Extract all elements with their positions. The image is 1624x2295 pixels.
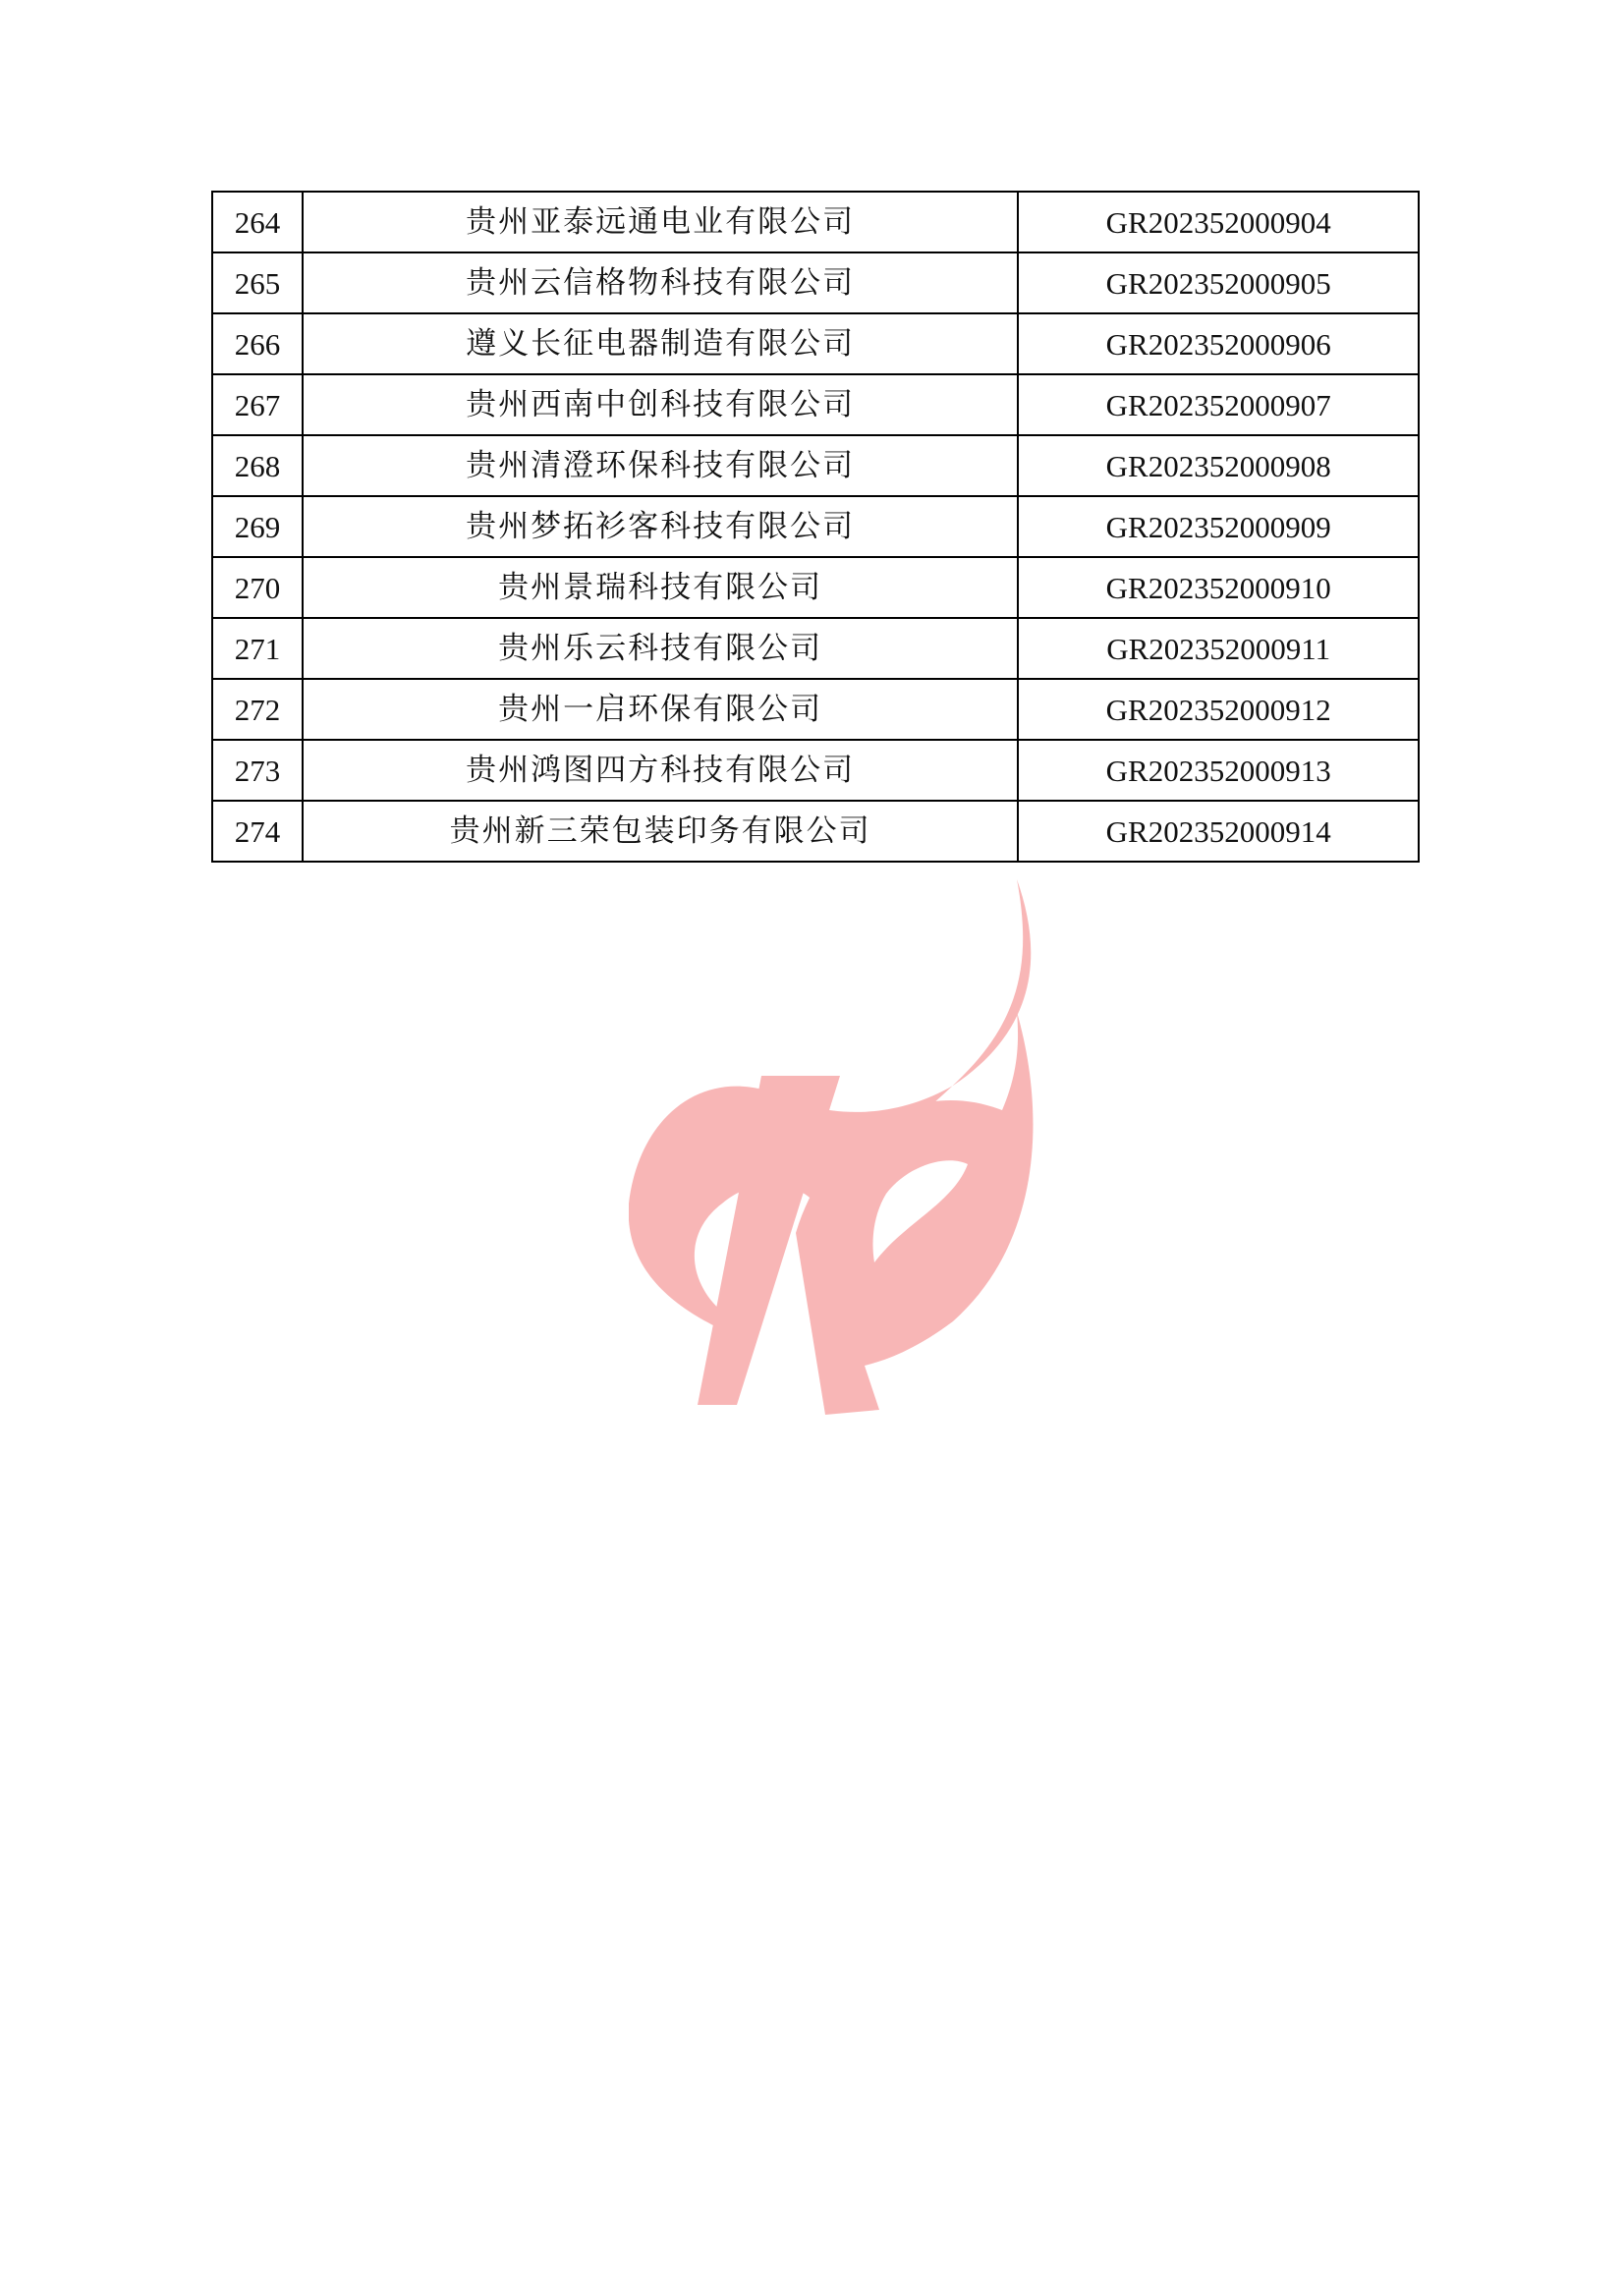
certificate-code: GR202352000904	[1018, 192, 1419, 252]
row-number: 273	[212, 740, 303, 801]
company-name: 遵义长征电器制造有限公司	[303, 313, 1018, 374]
row-number: 270	[212, 557, 303, 618]
company-name: 贵州景瑞科技有限公司	[303, 557, 1018, 618]
table-row	[212, 496, 1419, 557]
company-name: 贵州乐云科技有限公司	[303, 618, 1018, 679]
table-row	[212, 435, 1419, 496]
certificate-code: GR202352000914	[1018, 801, 1419, 862]
certificate-code: GR202352000908	[1018, 435, 1419, 496]
table-row	[212, 252, 1419, 313]
ctp-flame-logo-icon	[629, 879, 1061, 1429]
company-name: 贵州西南中创科技有限公司	[303, 374, 1018, 435]
logo-right-flame	[796, 1012, 1033, 1415]
company-name: 贵州一启环保有限公司	[303, 679, 1018, 740]
certificate-code: GR202352000912	[1018, 679, 1419, 740]
certificate-code: GR202352000909	[1018, 496, 1419, 557]
company-name: 贵州亚泰远通电业有限公司	[303, 192, 1018, 252]
row-number: 264	[212, 192, 303, 252]
certificate-code: GR202352000906	[1018, 313, 1419, 374]
certificate-code: GR202352000907	[1018, 374, 1419, 435]
company-name: 贵州新三荣包装印务有限公司	[303, 801, 1018, 862]
row-number: 266	[212, 313, 303, 374]
certificate-code: GR202352000911	[1018, 618, 1419, 679]
table-row	[212, 679, 1419, 740]
certificate-code: GR202352000913	[1018, 740, 1419, 801]
company-name: 贵州云信格物科技有限公司	[303, 252, 1018, 313]
row-number: 268	[212, 435, 303, 496]
table-body	[212, 192, 1419, 862]
row-number: 267	[212, 374, 303, 435]
table-row	[212, 740, 1419, 801]
row-number: 272	[212, 679, 303, 740]
company-name: 贵州鸿图四方科技有限公司	[303, 740, 1018, 801]
company-name: 贵州梦拓衫客科技有限公司	[303, 496, 1018, 557]
enterprise-list-table	[211, 191, 1420, 863]
table-row	[212, 313, 1419, 374]
row-number: 269	[212, 496, 303, 557]
certificate-code: GR202352000905	[1018, 252, 1419, 313]
table-row	[212, 801, 1419, 862]
table-row	[212, 557, 1419, 618]
table-row	[212, 192, 1419, 252]
table-row	[212, 618, 1419, 679]
certificate-code: GR202352000910	[1018, 557, 1419, 618]
company-name: 贵州清澄环保科技有限公司	[303, 435, 1018, 496]
table-row	[212, 374, 1419, 435]
row-number: 265	[212, 252, 303, 313]
row-number: 274	[212, 801, 303, 862]
row-number: 271	[212, 618, 303, 679]
